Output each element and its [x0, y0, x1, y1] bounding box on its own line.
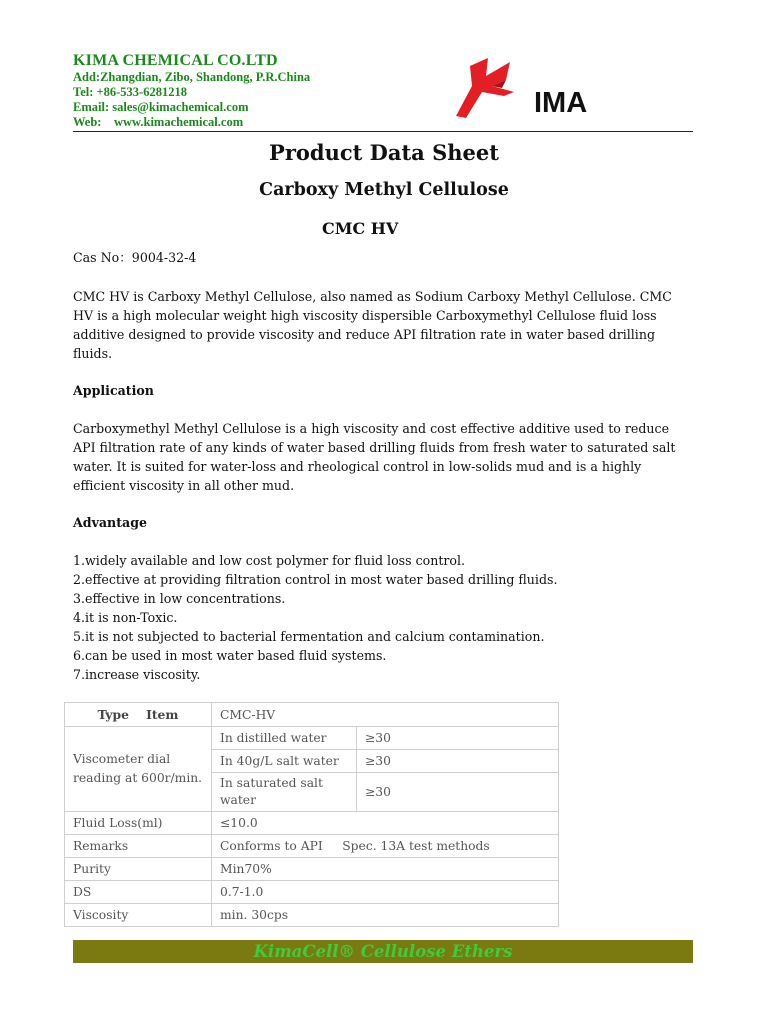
logo-text: IMA — [534, 87, 588, 119]
table-header-value: CMC-HV — [212, 703, 559, 727]
table-row — [65, 703, 559, 727]
kima-logo — [452, 56, 612, 126]
company-address: Add:Zhangdian, Zibo, Shandong, P.R.China — [73, 70, 311, 84]
list-item: 3.effective in low concentrations. — [73, 591, 286, 606]
list-item: 6.can be used in most water based fluid systems. — [73, 648, 387, 663]
application-paragraph: Carboxymethyl Methyl Cellulose is a high viscosity and cost effective additive used to reduce API filtration rate of any kinds of water based drilling fluids from fresh water to saturated salt water. It is suited for water-loss and rheological control in low-solids mud and is a highly efficient viscosity in all other mud. — [73, 421, 676, 493]
table-cell: In distilled water — [212, 727, 357, 750]
company-name: KIMA CHEMICAL CO.LTD — [73, 52, 278, 69]
table-header-type: Type Item — [65, 703, 212, 727]
advantage-list — [73, 551, 693, 684]
table-cell: Viscosity — [65, 904, 212, 927]
table-cell: ≤10.0 — [212, 812, 559, 835]
product-name: Carboxy Methyl Cellulose — [259, 180, 509, 200]
table-cell: Min70% — [212, 858, 559, 881]
spec-table — [64, 702, 559, 927]
table-cell: DS — [65, 881, 212, 904]
table-cell: In 40g/L salt water — [212, 750, 357, 773]
table-cell: In saturated salt water — [212, 773, 357, 812]
list-item: 4.it is non-Toxic. — [73, 610, 178, 625]
table-cell: Purity — [65, 858, 212, 881]
list-item: 2.effective at providing filtration control in most water based drilling fluids. — [73, 572, 558, 587]
page-title: Product Data Sheet — [269, 140, 499, 165]
advantage-heading: Advantage — [73, 515, 148, 530]
cas-number: Cas No：9004-32-4 — [73, 250, 197, 265]
table-row — [65, 881, 559, 904]
application-heading: Application — [73, 383, 154, 398]
table-row — [65, 858, 559, 881]
table-cell: 0.7-1.0 — [212, 881, 559, 904]
intro-paragraph: CMC HV is Carboxy Methyl Cellulose, also named as Sodium Carboxy Methyl Cellulose. CMC HV is a high molecular weight high viscosity dispersible Carboxymethyl Cellulose fluid loss additive designed to provide viscosity and reduce API filtration rate in water based drilling fluids. — [73, 289, 672, 361]
list-item: 7.increase viscosity. — [73, 667, 201, 682]
footer-banner: KimaCell® Cellulose Ethers — [73, 940, 693, 963]
list-item: 1.widely available and low cost polymer for fluid loss control. — [73, 553, 466, 568]
table-cell: ≥30 — [357, 750, 559, 773]
table-cell: Fluid Loss(ml) — [65, 812, 212, 835]
table-cell: ≥30 — [357, 773, 559, 812]
table-cell: Remarks — [65, 835, 212, 858]
table-row — [65, 812, 559, 835]
table-row — [65, 835, 559, 858]
product-code: CMC HV — [322, 219, 399, 238]
table-row — [65, 727, 559, 750]
header-rule — [73, 131, 693, 132]
viscometer-label: Viscometer dial reading at 600r/min. — [65, 727, 212, 812]
company-web: Web: www.kimachemical.com — [73, 115, 244, 129]
list-item: 5.it is not subjected to bacterial fermentation and calcium contamination. — [73, 629, 545, 644]
table-cell: min. 30cps — [212, 904, 559, 927]
table-row — [65, 904, 559, 927]
company-tel: Tel: +86-533-6281218 — [73, 85, 187, 99]
table-cell: Conforms to API Spec. 13A test methods — [212, 835, 559, 858]
table-cell: ≥30 — [357, 727, 559, 750]
company-email: Email: sales@kimachemical.com — [73, 100, 249, 114]
